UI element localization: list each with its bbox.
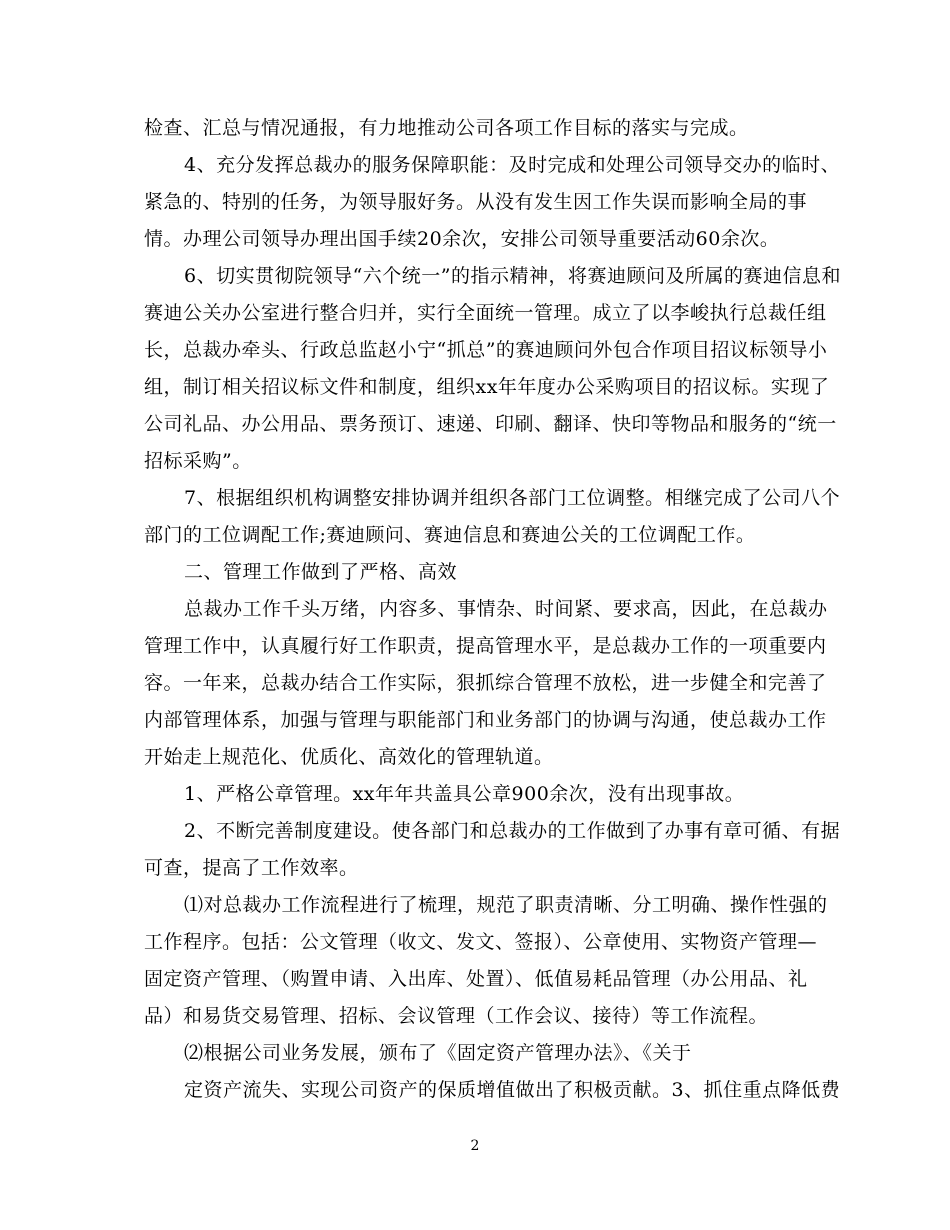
text-line: 赛迪公关办公室进行整合归并，实行全面统一管理。成立了以李峻执行总裁任组 bbox=[144, 302, 827, 324]
text-line: 情。办理公司领导办理出国手续20余次，安排公司领导重要活动60余次。 bbox=[144, 228, 780, 250]
text-line: 长，总裁办牵头、行政总监赵小宁“抓总”的赛迪顾问外包合作项目招议标领导小 bbox=[144, 339, 828, 361]
text-line: 总裁办工作千头万绪，内容多、事情杂、时间紧、要求高，因此，在总裁办 bbox=[184, 598, 828, 620]
text-line: 检查、汇总与情况通报，有力地推动公司各项工作目标的落实与完成。 bbox=[144, 117, 749, 139]
page-number: 2 bbox=[470, 1138, 480, 1154]
text-line: 品）和易货交易管理、招标、会议管理（工作会议、接待）等工作流程。 bbox=[144, 1005, 769, 1027]
text-line: 公司礼品、办公用品、票务预订、速递、印刷、翻译、快印等物品和服务的“统一 bbox=[144, 413, 837, 435]
text-line: 工作程序。包括：公文管理（收文、发文、签报）、公章使用、实物资产管理— bbox=[144, 931, 818, 953]
text-line: 6、切实贯彻院领导“六个统一”的指示精神，将赛迪顾问及所属的赛迪信息和 bbox=[184, 265, 842, 287]
text-line: 紧急的、特别的任务，为领导服好务。从没有发生因工作失误而影响全局的事 bbox=[144, 191, 808, 213]
document-body bbox=[144, 110, 842, 1109]
text-line: 7、根据组织机构调整安排协调并组织各部门工位调整。相继完成了公司八个 bbox=[184, 487, 841, 509]
text-line: 开始走上规范化、优质化、高效化的管理轨道。 bbox=[144, 746, 554, 768]
text-line: 4、充分发挥总裁办的服务保障职能：及时完成和处理公司领导交办的临时、 bbox=[184, 154, 841, 176]
text-line: 管理工作中，认真履行好工作职责，提高管理水平，是总裁办工作的一项重要内 bbox=[144, 635, 827, 657]
text-line: 2、不断完善制度建设。使各部门和总裁办的工作做到了办事有章可循、有据 bbox=[184, 820, 841, 842]
text-line: ⑴对总裁办工作流程进行了梳理，规范了职责清晰、分工明确、操作性强的 bbox=[184, 894, 828, 916]
text-line: 可查，提高了工作效率。 bbox=[144, 857, 359, 879]
text-line: 固定资产管理、（购置申请、入出库、处置）、低值易耗品管理（办公用品、礼 bbox=[144, 968, 808, 990]
text-line: 内部管理体系，加强与管理与职能部门和业务部门的协调与沟通，使总裁办工作 bbox=[144, 709, 827, 731]
text-line: ⑵根据公司业务发展，颁布了《固定资产管理办法》、《关于 bbox=[184, 1042, 692, 1064]
text-line: 定资产流失、实现公司资产的保质增值做出了积极贡献。3、抓住重点降低费 bbox=[184, 1079, 841, 1101]
text-line: 组，制订相关招议标文件和制度，组织xx年年度办公采购项目的招议标。实现了 bbox=[144, 376, 830, 398]
text-line: 1、严格公章管理。xx年年共盖具公章900余次，没有出现事故。 bbox=[184, 783, 745, 805]
text-line: 招标采购”。 bbox=[144, 450, 252, 472]
text-line: 容。一年来，总裁办结合工作实际，狠抓综合管理不放松，进一步健全和完善了 bbox=[144, 672, 827, 694]
text-line: 二、管理工作做到了严格、高效 bbox=[184, 561, 458, 583]
text-line: 部门的工位调配工作;赛迪顾问、赛迪信息和赛迪公关的工位调配工作。 bbox=[144, 524, 756, 546]
